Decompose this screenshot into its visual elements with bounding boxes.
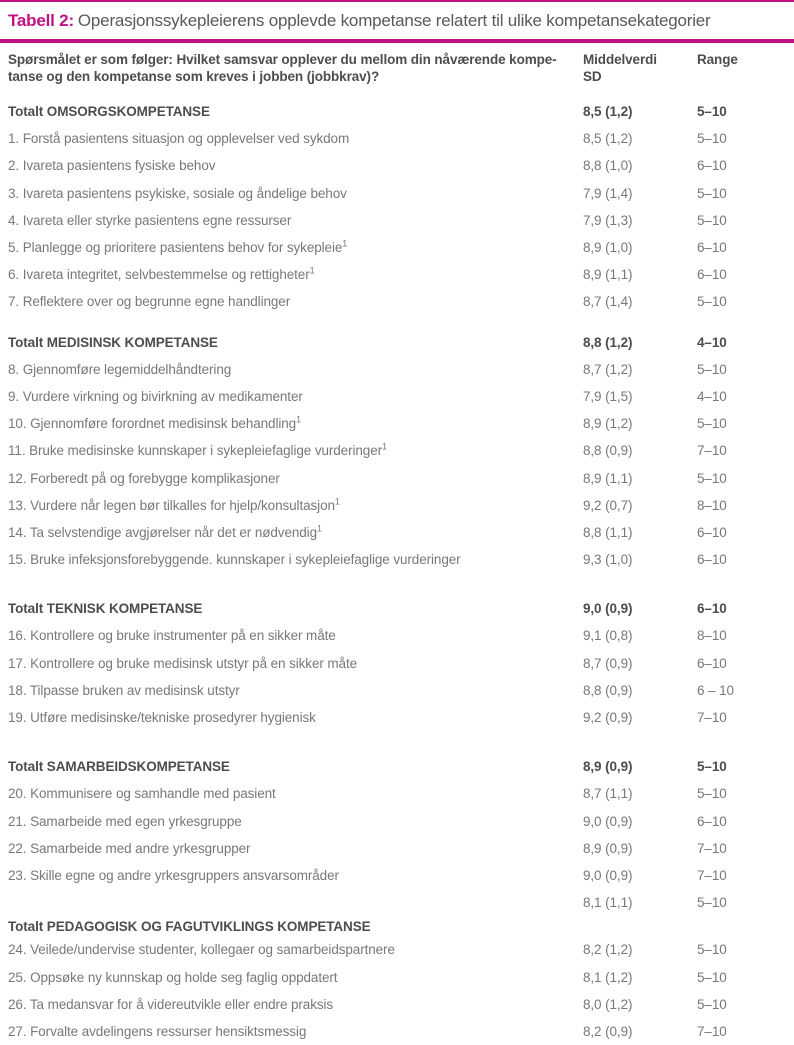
table-body [0, 98, 794, 1045]
row-range: 6–10 [697, 655, 727, 671]
table-row [8, 207, 794, 234]
row-mean-sd: 8,7 (1,4) [583, 294, 633, 310]
row-label: 18. Tilpasse bruken av medisinsk utstyr [8, 682, 240, 698]
table-row [8, 936, 794, 963]
question-header [8, 52, 583, 85]
row-label: 24. Veilede/undervise studenter, kollegaer og samarbeidspartnere [8, 942, 395, 958]
row-range: 7–10 [697, 710, 727, 726]
row-range: 5–10 [697, 969, 727, 985]
table-row [8, 356, 794, 383]
row-label: 8. Gjennomføre legemiddelhåndtering [8, 361, 232, 377]
row-range: 5–10 [697, 759, 727, 775]
footnote-marker: 1 [334, 496, 340, 507]
row-range: 5–10 [697, 185, 727, 201]
table-row [8, 753, 794, 780]
row-label: 26. Ta medansvar for å videreutvikle eller endre praksis [8, 996, 334, 1012]
row-mean-sd: 8,8 (1,1) [583, 524, 633, 540]
row-mean-sd: 9,0 (0,9) [583, 601, 633, 617]
table-row [8, 622, 794, 649]
row-range: 5–10 [697, 294, 727, 310]
question-line-2: tanse og den kompetanse som kreves i jobben (jobbkrav)? [8, 68, 380, 84]
table-row [8, 595, 794, 622]
row-range: 5–10 [697, 942, 727, 958]
row-label: 9. Vurdere virkning og bivirkning av medikamenter [8, 388, 303, 404]
row-label: 27. Forvalte avdelingens ressurser hensiktsmessig [8, 1023, 307, 1039]
row-range: 7–10 [697, 840, 727, 856]
row-range: 8–10 [697, 497, 727, 513]
footnote-marker: 1 [382, 441, 387, 452]
question-line-1: Spørsmålet er som følger: Hvilket samsvar opplever du mellom din nåværende kompe- [8, 52, 557, 67]
row-range: 6–10 [697, 240, 727, 256]
row-mean-sd: 8,9 (1,1) [583, 267, 633, 283]
row-range: 6–10 [697, 524, 727, 540]
table-title-text: Operasjonssykepleierens opplevde kompetanse relatert til ulike kompetansekategorier [77, 11, 711, 30]
row-label: 5. Planlegge og prioritere pasientens behov for sykepleie$^1$ [8, 238, 348, 256]
row-range: 8–10 [697, 628, 727, 644]
row-label: 11. Bruke medisinske kunnskaper i sykepleiefaglige vurderinger$^1$ [8, 441, 387, 459]
row-mean-sd: 8,5 (1,2) [583, 131, 633, 147]
table-row [8, 492, 794, 519]
row-mean-sd: 7,9 (1,3) [583, 212, 633, 228]
row-range: 6 – 10 [697, 682, 734, 698]
row-label: 4. Ivareta eller styrke pasientens egne ressurser [8, 212, 292, 228]
row-mean-sd: 8,9 (1,1) [583, 470, 633, 486]
row-label: 23. Skille egne og andre yrkesgruppers ansvarsområder [8, 867, 339, 883]
row-mean-sd: 8,1 (1,1) [583, 895, 633, 911]
table-row [8, 677, 794, 704]
row-range: 6–10 [697, 158, 727, 174]
table-row [8, 808, 794, 835]
row-mean-sd: 9,2 (0,9) [583, 710, 633, 726]
row-mean-sd: 9,1 (0,8) [583, 628, 633, 644]
row-mean-sd: 9,0 (0,9) [583, 867, 633, 883]
row-mean-sd: 7,9 (1,4) [583, 185, 633, 201]
row-mean-sd: 8,9 (0,9) [583, 840, 633, 856]
table-caption [0, 2, 794, 39]
table-row [8, 835, 794, 862]
row-range: 5–10 [697, 996, 727, 1012]
mean-header-line-1: Middelverdi [583, 52, 657, 67]
table-row [8, 704, 794, 731]
table-row [8, 180, 794, 207]
row-mean-sd: 8,9 (1,2) [583, 416, 633, 432]
row-mean-sd: 8,5 (1,2) [583, 104, 633, 120]
mean-header-line-2: SD [583, 68, 602, 84]
row-mean-sd: 8,8 (0,9) [583, 443, 633, 459]
table-row [8, 464, 794, 491]
table-number-label: Tabell 2: [8, 11, 74, 30]
table-row [8, 98, 794, 125]
row-label: 12. Forberedt på og forebygge komplikasjoner [8, 470, 280, 486]
table-row [8, 329, 794, 356]
row-label: Totalt OMSORGSKOMPETANSE [8, 104, 210, 120]
row-mean-sd: 8,7 (1,1) [583, 786, 633, 802]
row-label: Totalt PEDAGOGISK OG FAGUTVIKLINGS KOMPETANSE [8, 918, 371, 934]
table-row [8, 437, 794, 464]
table-row [8, 963, 794, 990]
row-range: 6–10 [697, 267, 727, 283]
row-label: 7. Reflektere over og begrunne egne handlinger [8, 294, 291, 310]
row-range: 4–10 [697, 388, 727, 404]
row-mean-sd: 8,8 (1,2) [583, 334, 633, 350]
row-label: 6. Ivareta integritet, selvbestemmelse og rettigheter$^1$ [8, 265, 315, 283]
table-row [8, 152, 794, 179]
row-mean-sd: 9,2 (0,7) [583, 497, 633, 513]
row-range: 5–10 [697, 470, 727, 486]
row-range: 5–10 [697, 361, 727, 377]
row-mean-sd: 9,3 (1,0) [583, 552, 633, 568]
row-mean-sd: 8,7 (0,9) [583, 655, 633, 671]
table-row [8, 519, 794, 546]
row-range: 5–10 [697, 131, 727, 147]
row-mean-sd: 8,0 (1,2) [583, 996, 633, 1012]
mean-sd-column-header [583, 52, 697, 85]
row-range: 5–10 [697, 416, 727, 432]
row-range: 7–10 [697, 443, 727, 459]
row-label: 10. Gjennomføre forordnet medisinsk behandling$^1$ [8, 414, 301, 432]
row-label: Totalt SAMARBEIDSKOMPETANSE [8, 759, 230, 775]
row-label: 3. Ivareta pasientens psykiske, sosiale og åndelige behov [8, 185, 347, 201]
row-label: 22. Samarbeide med andre yrkesgrupper [8, 840, 251, 856]
table-row [8, 234, 794, 261]
row-mean-sd: 8,8 (1,0) [583, 158, 633, 174]
row-range: 5–10 [697, 104, 727, 120]
row-label: 20. Kommunisere og samhandle med pasient [8, 786, 276, 802]
row-label: 17. Kontrollere og bruke medisinsk utstyr på en sikker måte [8, 655, 358, 671]
row-range: 6–10 [697, 601, 727, 617]
row-range: 6–10 [697, 552, 727, 568]
table-row [8, 916, 794, 936]
table-row [8, 862, 794, 889]
row-mean-sd: 8,9 (1,0) [583, 240, 633, 256]
footnote-marker: 1 [316, 523, 322, 534]
table-header-row [0, 43, 794, 85]
footnote-marker: 1 [342, 238, 348, 249]
row-label: 16. Kontrollere og bruke instrumenter på en sikker måte [8, 628, 336, 644]
table-row [8, 383, 794, 410]
row-range: 7–10 [697, 867, 727, 883]
row-range: 5–10 [697, 212, 727, 228]
row-label: Totalt MEDISINSK KOMPETANSE [8, 334, 218, 350]
row-label: 14. Ta selvstendige avgjørelser når det er nødvendig$^1$ [8, 523, 322, 540]
row-mean-sd: 8,7 (1,2) [583, 361, 633, 377]
row-label: 1. Forstå pasientens situasjon og opplevelser ved sykdom [8, 131, 350, 147]
row-label: 19. Utføre medisinske/tekniske prosedyrer hygienisk [8, 710, 316, 726]
row-label: 25. Oppsøke ny kunnskap og holde seg faglig oppdatert [8, 969, 338, 985]
row-range: 7–10 [697, 1023, 727, 1039]
row-mean-sd: 9,0 (0,9) [583, 813, 633, 829]
row-range: 5–10 [697, 895, 727, 911]
table-row [8, 288, 794, 315]
table-row [8, 410, 794, 437]
table-row [8, 546, 794, 573]
row-label: 13. Vurdere når legen bør tilkalles for hjelp/konsultasjon$^1$ [8, 496, 340, 513]
row-range: 6–10 [697, 813, 727, 829]
row-mean-sd: 8,2 (0,9) [583, 1023, 633, 1039]
row-label: 2. Ivareta pasientens fysiske behov [8, 158, 216, 174]
table-row [8, 650, 794, 677]
row-mean-sd: 8,9 (0,9) [583, 759, 633, 775]
row-label: 21. Samarbeide med egen yrkesgruppe [8, 813, 242, 829]
row-range: 4–10 [697, 334, 727, 350]
row-mean-sd: 8,2 (1,2) [583, 942, 633, 958]
row-label: 15. Bruke infeksjonsforebyggende. kunnskaper i sykepleiefaglige vurderinger [8, 552, 461, 568]
footnote-marker: 1 [309, 265, 315, 276]
row-range: 5–10 [697, 786, 727, 802]
table-row [8, 1018, 794, 1045]
table-row [8, 991, 794, 1018]
table-row [8, 780, 794, 807]
row-mean-sd: 7,9 (1,5) [583, 388, 633, 404]
row-mean-sd: 8,1 (1,2) [583, 969, 633, 985]
table-row [8, 889, 794, 916]
table-row [8, 261, 794, 288]
range-column-header: Range [697, 52, 738, 67]
footnote-marker: 1 [296, 414, 301, 425]
table-row [8, 125, 794, 152]
row-mean-sd: 8,8 (0,9) [583, 682, 633, 698]
row-label: Totalt TEKNISK KOMPETANSE [8, 601, 203, 617]
